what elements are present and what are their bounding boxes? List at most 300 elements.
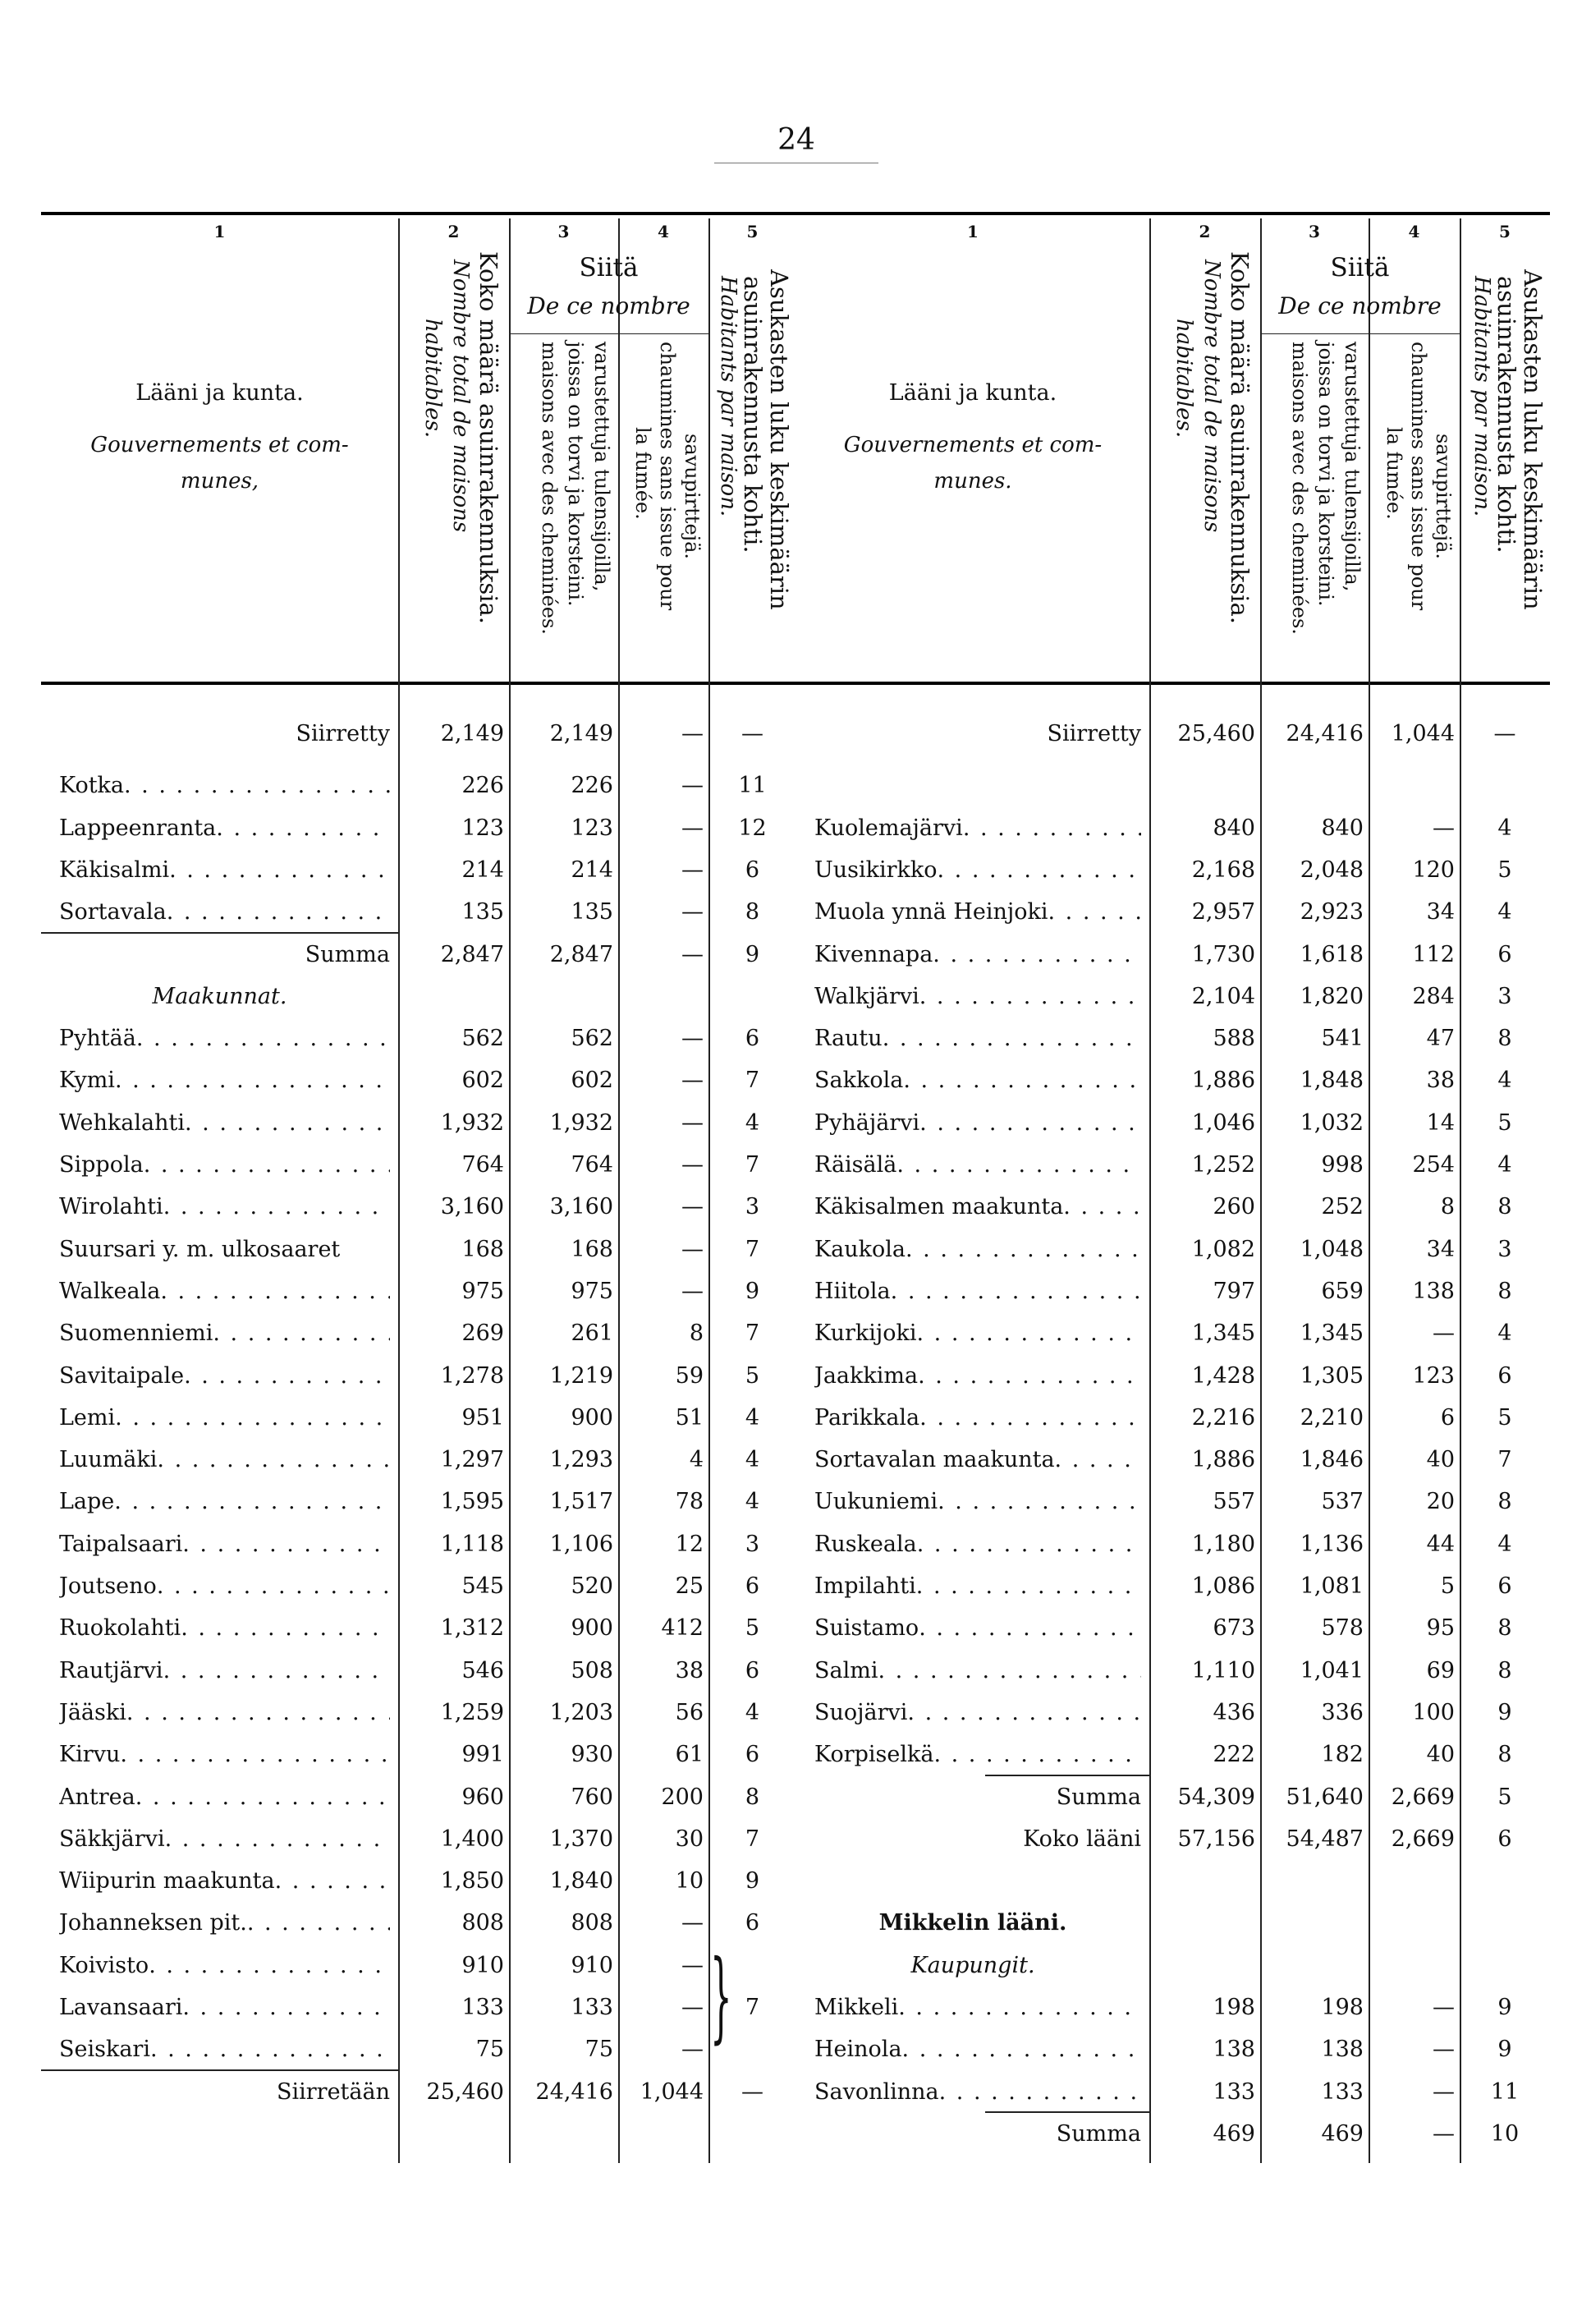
right-table	[796, 212, 1550, 2163]
cell-c2: 951	[461, 1404, 504, 1431]
cell-c4: —	[1433, 1995, 1455, 2020]
row-name	[59, 1945, 390, 1986]
cell-c2: 1,252	[1191, 1152, 1255, 1178]
row-name	[814, 1270, 1141, 1312]
cell-c4: 100	[1412, 1699, 1455, 1725]
cell-c5: 8	[1497, 1742, 1512, 1768]
row-name-text: Kivennapa	[814, 941, 933, 967]
cell-c4: —	[681, 941, 704, 967]
col2-heading-fr-2: habitables.	[1171, 319, 1196, 439]
row-name	[814, 1017, 1141, 1059]
col3-heading-2: joissa on torvi ja korsteini.	[1314, 342, 1337, 607]
table-row	[796, 1776, 1550, 1818]
column-number-1: 1	[967, 222, 979, 241]
cell-c3: 1,048	[1300, 1236, 1364, 1262]
table-row	[41, 2071, 796, 2113]
cell-c2: 214	[461, 857, 504, 883]
row-name	[814, 1102, 1141, 1144]
row-name-text: Seiskari	[59, 2037, 150, 2063]
cell-c5: 3	[745, 1194, 760, 1220]
col5-heading-1: Asukasten luku keskimäärin	[1519, 269, 1547, 610]
table-row	[41, 1523, 796, 1565]
cell-c3: 602	[571, 1068, 613, 1094]
cell-c4: —	[681, 857, 704, 883]
cell-c5: 8	[1497, 1278, 1512, 1304]
cell-c4: 112	[1412, 941, 1455, 967]
table-row	[796, 934, 1550, 976]
siita-fr-label: De ce nombre	[527, 292, 690, 319]
row-name	[814, 1144, 1141, 1186]
siita-rule	[509, 333, 708, 334]
cell-c5: 12	[738, 815, 767, 841]
cell-c2: 557	[1213, 1489, 1255, 1515]
cell-c4: —	[681, 1278, 704, 1304]
cell-c2: 1,110	[1191, 1657, 1255, 1683]
cell-c3: 900	[571, 1615, 613, 1642]
row-name	[59, 1355, 390, 1397]
cell-c5: 9	[1497, 2037, 1512, 2063]
cell-c3: 469	[1321, 2120, 1364, 2147]
row-name-text: Sortavalan maakunta	[814, 1447, 1055, 1473]
row-name	[814, 1565, 1141, 1607]
row-name	[59, 1818, 390, 1860]
cell-c5: 4	[1497, 899, 1512, 925]
row-name-text: Säkkjärvi	[59, 1826, 165, 1852]
row-name-text: Käkisalmen maakunta	[814, 1194, 1064, 1220]
column-number-5: 5	[746, 222, 759, 241]
row-name-text: Sakkola	[814, 1068, 904, 1094]
cell-c5: 6	[1497, 941, 1512, 967]
row-name	[59, 807, 390, 849]
cell-c3: 537	[1321, 1489, 1364, 1515]
cell-c5: 4	[1497, 1320, 1512, 1347]
cell-c2: 991	[461, 1742, 504, 1768]
cell-c2: 1,278	[440, 1362, 504, 1389]
cell-c2: 1,297	[440, 1447, 504, 1473]
cell-c2: 222	[1213, 1742, 1255, 1768]
cell-c2: 1,850	[440, 1868, 504, 1895]
row-name	[59, 1102, 390, 1144]
col1-title: Lääni ja kunta.	[135, 380, 304, 406]
cell-c3: 562	[571, 1026, 613, 1052]
row-name-text: Korpiselkä	[814, 1742, 934, 1768]
row-name-text: Räisälä	[814, 1152, 897, 1178]
cell-c2: 1,595	[440, 1489, 504, 1515]
cell-c3: 520	[571, 1573, 613, 1599]
row-name-text: Wiipurin maakunta	[59, 1868, 275, 1895]
cell-c2: 797	[1213, 1278, 1255, 1304]
table-row	[41, 1818, 796, 1860]
col2-heading-fi: Koko määrä asuinrakennuksia.	[475, 251, 502, 625]
cell-c5: 6	[745, 1742, 760, 1768]
row-name-text: Koivisto	[59, 1952, 149, 1978]
table-row	[796, 1439, 1550, 1481]
cell-c3: 135	[571, 899, 613, 925]
cell-c2: 168	[461, 1236, 504, 1262]
cell-c4: —	[1433, 1320, 1455, 1347]
col1-title-fr-line-2: munes,	[180, 469, 259, 494]
cell-c5: 8	[745, 1784, 760, 1810]
cell-c3: 138	[1321, 2037, 1364, 2063]
cell-c4: 30	[675, 1826, 704, 1852]
cell-c2: 1,886	[1191, 1447, 1255, 1473]
row-name	[814, 891, 1141, 933]
cell-c3: 900	[571, 1404, 613, 1431]
row-name	[814, 849, 1141, 891]
section-label: Maakunnat.	[152, 983, 287, 1009]
cell-c4: 44	[1426, 1531, 1455, 1557]
row-name	[814, 1692, 1141, 1734]
table-row	[796, 1270, 1550, 1312]
row-name-text: Uukuniemi	[814, 1489, 938, 1515]
table-row	[796, 1186, 1550, 1228]
cell-c3: 840	[1321, 815, 1364, 841]
cell-c5: 9	[1497, 1699, 1512, 1725]
row-name-text: Salmi	[814, 1657, 878, 1683]
cell-c4: —	[681, 1952, 704, 1978]
cell-c3: 1,106	[549, 1531, 613, 1557]
cell-c3: 51,640	[1286, 1784, 1364, 1810]
cell-c3: 54,487	[1286, 1826, 1364, 1852]
cell-c4: —	[681, 1152, 704, 1178]
row-name	[814, 1229, 1141, 1270]
col5-heading-2: asuinrakennusta kohti.	[1492, 276, 1520, 553]
table-row	[796, 1355, 1550, 1397]
cell-c5: 4	[1497, 1531, 1512, 1557]
header-bottom-rule	[41, 682, 796, 685]
cell-c2: 138	[1213, 2037, 1255, 2063]
row-name	[59, 765, 390, 806]
row-name-text: Savitaipale	[59, 1362, 185, 1389]
row-name-text: Pyhtää	[59, 1026, 136, 1052]
cell-c4: 40	[1426, 1447, 1455, 1473]
row-name-text: Lape	[59, 1489, 115, 1515]
cell-c4: 47	[1426, 1026, 1455, 1052]
col4-heading-2: chaumines sans issue pour	[656, 342, 679, 611]
cell-c5: —	[1493, 721, 1516, 746]
col4-heading-3: la fumée.	[631, 427, 654, 520]
col5-heading-1: Asukasten luku keskimäärin	[765, 269, 793, 610]
col4-heading-1: savupirttejä.	[1432, 434, 1455, 560]
row-name	[59, 1565, 390, 1607]
cell-c5: 4	[1497, 815, 1512, 841]
cell-c2: 1,046	[1191, 1109, 1255, 1136]
table-top-rule	[796, 212, 1550, 215]
col2-heading-fr-1: Nombre total de maisons	[448, 259, 473, 533]
col3-heading-3: maisons avec des cheminées.	[538, 342, 561, 635]
section-label: Kaupungit.	[910, 1952, 1035, 1978]
cell-c4: 95	[1426, 1615, 1455, 1642]
table-row	[41, 1102, 796, 1144]
row-label: Siirretty	[1047, 721, 1141, 746]
cell-c4: —	[681, 1026, 704, 1052]
cell-c5: 3	[1497, 1236, 1512, 1262]
row-name-text: Käkisalmi	[59, 857, 170, 883]
row-name-text: Sippola	[59, 1152, 144, 1178]
cell-c2: 25,460	[1177, 721, 1255, 746]
row-name-text: Walkeala	[59, 1278, 161, 1304]
row-name	[59, 1144, 390, 1186]
cell-c2: 1,428	[1191, 1362, 1255, 1389]
cell-c4: 40	[1426, 1742, 1455, 1768]
cell-c4: 120	[1412, 857, 1455, 883]
cell-c3: 1,932	[549, 1109, 613, 1136]
table-row	[796, 2028, 1550, 2070]
cell-c3: 1,203	[549, 1699, 613, 1725]
cell-c5: 7	[745, 1068, 760, 1094]
cell-c3: 1,848	[1300, 1068, 1364, 1094]
cell-c5: 4	[745, 1109, 760, 1136]
cell-c5: 8	[1497, 1657, 1512, 1683]
cell-c4: 284	[1412, 983, 1455, 1009]
cell-c5: 5	[745, 1615, 760, 1642]
row-name-text: Wehkalahti	[59, 1109, 185, 1136]
cell-c2: 960	[461, 1784, 504, 1810]
row-name	[814, 1734, 1141, 1775]
cell-c5: 5	[745, 1362, 760, 1389]
cell-c4: —	[681, 899, 704, 925]
row-name	[59, 1270, 390, 1312]
table-row	[41, 1860, 796, 1902]
cell-c3: 261	[571, 1320, 613, 1347]
table-row	[41, 807, 796, 849]
cell-c3: 808	[571, 1910, 613, 1936]
row-name-text: Parikkala	[814, 1404, 920, 1431]
column-number-1: 1	[213, 222, 226, 241]
row-label: Siirretään	[277, 2078, 390, 2105]
column-number-4: 4	[658, 222, 669, 241]
cell-c3: 1,219	[549, 1362, 613, 1389]
table-row	[41, 1650, 796, 1692]
cell-c5: 7	[745, 1320, 760, 1347]
table-row	[796, 1607, 1550, 1649]
header-bottom-rule	[796, 682, 1550, 685]
table-row	[796, 1734, 1550, 1775]
row-name	[59, 1059, 390, 1101]
cell-c5: 8	[1497, 1615, 1512, 1642]
row-name-text: Kurkijoki	[814, 1320, 917, 1347]
cell-c4: 4	[689, 1447, 704, 1473]
cell-c4: 200	[661, 1784, 704, 1810]
cell-c3: 1,820	[1300, 983, 1364, 1009]
table-row	[41, 1355, 796, 1397]
row-name	[59, 1860, 390, 1902]
cell-c4: 1,044	[1391, 721, 1455, 746]
cell-c2: 840	[1213, 815, 1255, 841]
table-row	[41, 1481, 796, 1523]
row-name-text: Kotka	[59, 773, 125, 799]
cell-c3: 541	[1321, 1026, 1364, 1052]
cell-c5: 6	[745, 857, 760, 883]
cell-c4: 59	[675, 1362, 704, 1389]
row-name-text: Impilahti	[814, 1573, 916, 1599]
column-number-3: 3	[557, 222, 570, 241]
cell-c2: 562	[461, 1026, 504, 1052]
table-row	[796, 1481, 1550, 1523]
cell-c5: 9	[745, 1278, 760, 1304]
cell-c4: 34	[1426, 1236, 1455, 1262]
cell-c3: 1,517	[549, 1489, 613, 1515]
row-name-text: Walkjärvi	[814, 983, 919, 1009]
cell-c5: 4	[1497, 1152, 1512, 1178]
col4-heading-1: savupirttejä.	[681, 434, 704, 560]
cell-c3: 764	[571, 1152, 613, 1178]
row-name-text: Kirvu	[59, 1742, 121, 1768]
cell-c2: 1,180	[1191, 1531, 1255, 1557]
cell-c2: 75	[475, 2037, 504, 2063]
siita-rule	[1260, 333, 1460, 334]
row-name	[59, 1902, 390, 1944]
row-name	[59, 1017, 390, 1059]
row-name-text: Suojärvi	[814, 1699, 908, 1725]
cell-c3: 133	[1321, 2078, 1364, 2105]
col5-heading-3: Habitants par maison.	[716, 276, 740, 517]
row-name	[814, 1312, 1141, 1354]
table-row	[41, 1397, 796, 1439]
page-number: 24	[777, 123, 815, 157]
row-name-text: Joutseno	[59, 1573, 157, 1599]
row-name-text: Sortavala	[59, 899, 167, 925]
cell-c4: —	[681, 1109, 704, 1136]
col3-heading-3: maisons avec des cheminées.	[1288, 342, 1311, 635]
table-row	[796, 1144, 1550, 1186]
cell-c2: 1,259	[440, 1699, 504, 1725]
cell-c2: 1,086	[1191, 1573, 1255, 1599]
cell-c5: 3	[745, 1531, 760, 1557]
col4-heading-3: la fumée.	[1382, 427, 1405, 520]
cell-c2: 133	[461, 1995, 504, 2020]
row-name-text: Savonlinna	[814, 2078, 939, 2105]
cell-c5: 6	[745, 1657, 760, 1683]
cell-c5: 11	[1490, 2078, 1520, 2105]
row-name	[59, 849, 390, 891]
table-row	[796, 849, 1550, 891]
cell-c2: 545	[461, 1573, 504, 1599]
group-brace: }	[710, 1939, 732, 2054]
cell-c3: 975	[571, 1278, 613, 1304]
cell-c5: 4	[745, 1447, 760, 1473]
col1-title-fr-line-1: Gouvernements et com-	[90, 433, 349, 457]
row-name-text: Lemi	[59, 1404, 116, 1431]
cell-c3: 1,840	[549, 1868, 613, 1895]
cell-c3: 1,345	[1300, 1320, 1364, 1347]
cell-c4: 69	[1426, 1657, 1455, 1683]
row-name	[814, 1650, 1141, 1692]
cell-c5: 5	[1497, 1109, 1512, 1136]
cell-c5: 4	[745, 1404, 760, 1431]
cell-c2: 133	[1213, 2078, 1255, 2105]
section-heading: Mikkelin lääni.	[878, 1910, 1067, 1936]
table-row	[41, 1734, 796, 1775]
row-name-text: Taipalsaari	[59, 1531, 183, 1557]
table-row	[41, 934, 796, 976]
row-name-text: Suomenniemi	[59, 1320, 213, 1347]
cell-c2: 198	[1213, 1995, 1255, 2020]
cell-c3: 930	[571, 1742, 613, 1768]
row-name	[814, 1439, 1141, 1481]
cell-c3: 1,032	[1300, 1109, 1364, 1136]
row-name-text: Jaakkima	[814, 1362, 919, 1389]
row-name-text: Rautjärvi	[59, 1657, 163, 1683]
cell-c3: 1,846	[1300, 1447, 1364, 1473]
col3-heading-1: varustettuja tulensijoilla,	[1341, 342, 1364, 592]
cell-c3: 24,416	[1286, 721, 1364, 746]
row-label: Summa	[1056, 1784, 1141, 1810]
row-name	[814, 1059, 1141, 1101]
col5-heading-2: asuinrakennusta kohti.	[739, 276, 767, 553]
cell-c5: 9	[745, 941, 760, 967]
col1-title-fr-line-1: Gouvernements et com-	[843, 433, 1103, 457]
cell-c3: 198	[1321, 1995, 1364, 2020]
cell-c4: 12	[675, 1531, 704, 1557]
row-name	[59, 1607, 390, 1649]
row-name	[59, 1523, 390, 1565]
table-row	[41, 1565, 796, 1607]
cell-c3: 2,048	[1300, 857, 1364, 883]
cell-c2: 1,886	[1191, 1068, 1255, 1094]
cell-c3: 578	[1321, 1615, 1364, 1642]
cell-c2: 123	[461, 815, 504, 841]
cell-c4: 51	[675, 1404, 704, 1431]
cell-c4: —	[1433, 2078, 1455, 2105]
cell-c3: 760	[571, 1784, 613, 1810]
table-row	[796, 2113, 1550, 2155]
cell-c4: 61	[675, 1742, 704, 1768]
cell-c3: 182	[1321, 1742, 1364, 1768]
cell-c3: 24,416	[535, 2078, 613, 2105]
cell-c3: 2,210	[1300, 1404, 1364, 1431]
cell-c4: 1,044	[640, 2078, 704, 2105]
cell-c4: —	[1433, 2037, 1455, 2063]
cell-c5: 9	[1497, 1995, 1512, 2020]
cell-c2: 673	[1213, 1615, 1255, 1642]
row-name	[814, 1397, 1141, 1439]
cell-c2: 588	[1213, 1026, 1255, 1052]
col3-heading-2: joissa on torvi ja korsteini.	[564, 342, 587, 607]
table-row	[796, 1986, 1550, 2028]
row-name-text: Jääski	[59, 1699, 126, 1725]
cell-c2: 808	[461, 1910, 504, 1936]
cell-c2: 260	[1213, 1194, 1255, 1220]
cell-c4: —	[681, 773, 704, 799]
table-row	[41, 1017, 796, 1059]
cell-c2: 764	[461, 1152, 504, 1178]
table-row	[41, 1229, 796, 1270]
cell-c5: 5	[1497, 857, 1512, 883]
cell-c3: 910	[571, 1952, 613, 1978]
cell-c2: 226	[461, 773, 504, 799]
cell-c5: 4	[1497, 1068, 1512, 1094]
row-name-text: Kuolemajärvi	[814, 815, 963, 841]
row-name-text: Mikkeli	[814, 1995, 899, 2020]
table-row	[796, 1860, 1550, 1902]
row-name	[814, 1481, 1141, 1523]
cell-c3: 1,081	[1300, 1573, 1364, 1599]
table-row	[41, 849, 796, 891]
cell-c4: 10	[675, 1868, 704, 1895]
cell-c5: 3	[1497, 983, 1512, 1009]
cell-c2: 1,730	[1191, 941, 1255, 967]
row-name	[59, 1650, 390, 1692]
cell-c4: 138	[1412, 1278, 1455, 1304]
cell-c5: 6	[1497, 1826, 1512, 1852]
cell-c2: 1,400	[440, 1826, 504, 1852]
cell-c2: 602	[461, 1068, 504, 1094]
siita-label: Siitä	[579, 253, 639, 282]
col5-heading-3: Habitants par maison.	[1469, 276, 1494, 517]
cell-c4: 8	[1440, 1194, 1455, 1220]
cell-c3: 2,923	[1300, 899, 1364, 925]
